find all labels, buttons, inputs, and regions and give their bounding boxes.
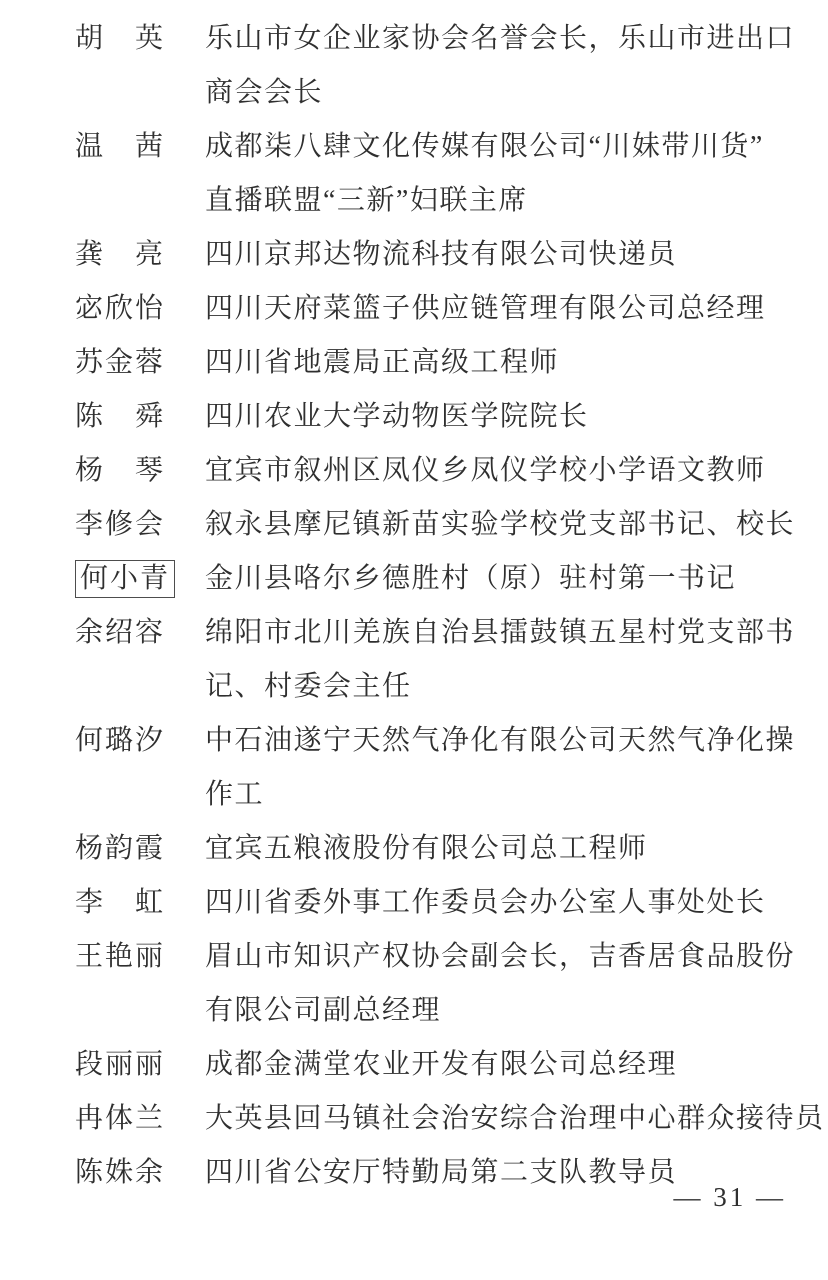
list-item (75, 390, 798, 444)
person-name-text: 何璐汐 (75, 725, 166, 756)
list-item (75, 1038, 798, 1092)
person-name (75, 714, 179, 768)
person-title (205, 606, 798, 714)
person-name (75, 1092, 179, 1146)
person-title (205, 444, 798, 498)
person-title (205, 822, 798, 876)
list-item (75, 1092, 825, 1146)
person-name (75, 12, 179, 66)
title-line: 直播联盟“三新”妇联主席 (205, 185, 528, 216)
title-line: 记、村委会主任 (205, 671, 412, 702)
person-name (75, 498, 179, 552)
person-name-text: 段丽丽 (75, 1049, 166, 1080)
title-line: 叙永县摩尼镇新苗实验学校党支部书记、校长 (205, 509, 796, 540)
person-title (205, 552, 798, 606)
list-item (75, 12, 798, 120)
list-item (75, 336, 798, 390)
list-item (75, 606, 798, 714)
title-line: 成都柒八肆文化传媒有限公司“川妹带川货” (205, 131, 764, 162)
title-line: 四川省委外事工作委员会办公室人事处处长 (205, 887, 766, 918)
person-name-text: 陈 舜 (75, 401, 166, 432)
list-item (75, 714, 798, 822)
title-line: 四川天府菜篮子供应链管理有限公司总经理 (205, 293, 766, 324)
title-line: 成都金满堂农业开发有限公司总经理 (205, 1049, 678, 1080)
person-name (75, 552, 179, 606)
person-name-box: 何小青 (75, 560, 175, 598)
title-line: 四川省地震局正高级工程师 (205, 347, 560, 378)
title-line: 四川农业大学动物医学院院长 (205, 401, 589, 432)
person-name-text: 龚 亮 (75, 239, 166, 270)
title-line: 有限公司副总经理 (205, 995, 442, 1026)
title-line: 宜宾五粮液股份有限公司总工程师 (205, 833, 648, 864)
page-number: — 31 — (673, 1182, 786, 1212)
list-item (75, 876, 798, 930)
person-name (75, 444, 179, 498)
list-item (75, 282, 798, 336)
person-title (205, 1092, 825, 1146)
person-name-text: 李修会 (75, 509, 166, 540)
person-name-text: 李 虹 (75, 887, 166, 918)
title-line: 商会会长 (205, 77, 324, 108)
person-name (75, 1146, 179, 1200)
person-name-text: 胡 英 (75, 23, 166, 54)
person-name (75, 228, 179, 282)
person-title (205, 498, 798, 552)
person-name (75, 606, 179, 660)
person-name-text: 温 茜 (75, 131, 166, 162)
person-name (75, 822, 179, 876)
person-title (205, 336, 798, 390)
list-item (75, 930, 798, 1038)
title-line: 绵阳市北川羌族自治县擂鼓镇五星村党支部书 (205, 617, 796, 648)
person-name (75, 282, 179, 336)
person-name (75, 336, 179, 390)
person-title (205, 930, 798, 1038)
person-title (205, 282, 798, 336)
person-name (75, 930, 179, 984)
list-item (75, 444, 798, 498)
person-name-text: 杨 琴 (75, 455, 166, 486)
list-item (75, 498, 798, 552)
title-line: 眉山市知识产权协会副会长，吉香居食品股份 (205, 941, 796, 972)
person-name-text: 陈姝余 (75, 1157, 166, 1188)
title-line: 大英县回马镇社会治安综合治理中心群众接待员 (205, 1103, 825, 1134)
title-line: 作工 (205, 779, 265, 810)
person-name-text: 宓欣怡 (75, 293, 166, 324)
list-item (75, 228, 798, 282)
person-title (205, 228, 798, 282)
list-item (75, 552, 798, 606)
person-name-text: 冉体兰 (75, 1103, 166, 1134)
person-name-text: 苏金蓉 (75, 347, 166, 378)
person-name (75, 876, 179, 930)
person-title (205, 714, 798, 822)
title-line: 宜宾市叙州区凤仪乡凤仪学校小学语文教师 (205, 455, 766, 486)
person-title (205, 390, 798, 444)
person-name (75, 120, 179, 174)
person-name (75, 1038, 179, 1092)
honor-roll-list (75, 12, 825, 1200)
title-line: 四川京邦达物流科技有限公司快递员 (205, 239, 678, 270)
person-title (205, 876, 798, 930)
person-title (205, 12, 798, 120)
title-line: 中石油遂宁天然气净化有限公司天然气净化操 (205, 725, 796, 756)
person-title (205, 1038, 798, 1092)
person-name-text: 余绍容 (75, 617, 166, 648)
person-title (205, 120, 798, 228)
title-line: 四川省公安厅特勤局第二支队教导员 (205, 1157, 678, 1188)
list-item (75, 822, 798, 876)
list-item (75, 120, 798, 228)
person-name-text: 王艳丽 (75, 941, 166, 972)
person-name (75, 390, 179, 444)
title-line: 金川县咯尔乡德胜村（原）驻村第一书记 (205, 563, 737, 594)
person-name-text: 杨韵霞 (75, 833, 166, 864)
title-line: 乐山市女企业家协会名誉会长，乐山市进出口 (205, 23, 796, 54)
